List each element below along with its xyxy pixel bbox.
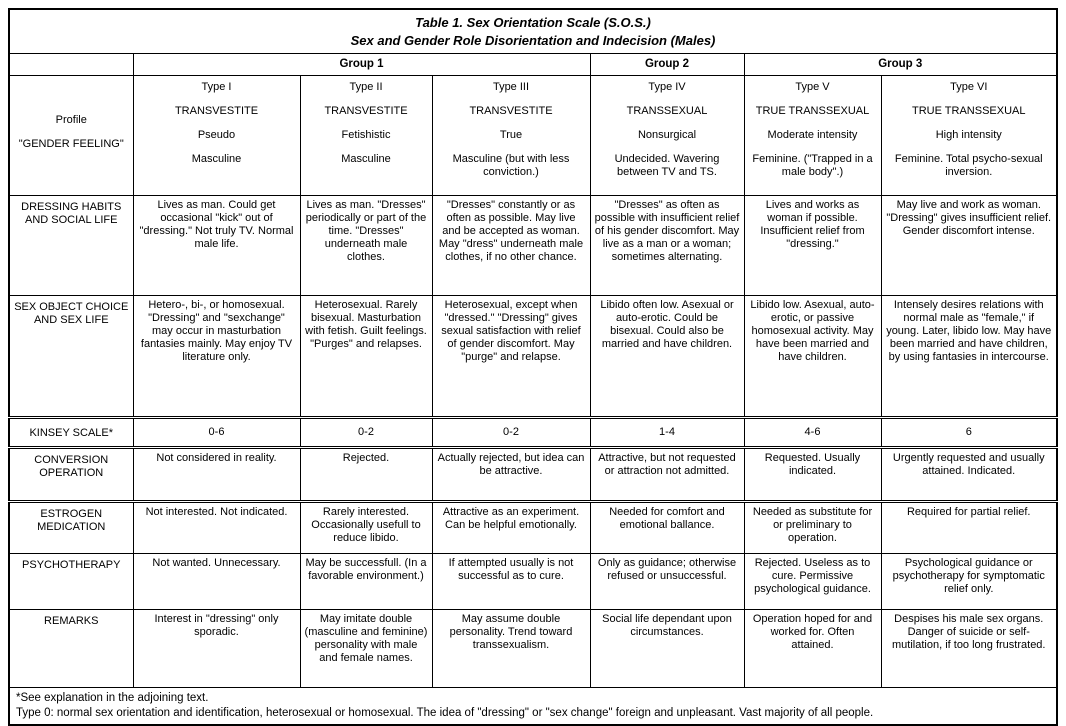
row-header: REMARKS (9, 610, 133, 688)
table-row (9, 418, 1057, 448)
table-row (9, 502, 1057, 554)
sos-table (8, 8, 1058, 726)
table-cell: Rejected. (300, 448, 432, 502)
table-cell: Actually rejected, but idea can be attractive. (432, 448, 590, 502)
footnote-type0: Type 0: normal sex orientation and identification, heterosexual or homosexual. The idea of "dressing" or "sex change" foreign and unpleasant. Vast majority of all people. (16, 706, 874, 719)
table-cell: Not considered in reality. (133, 448, 300, 502)
table-cell: Urgently requested and usually attained. Indicated. (881, 448, 1057, 502)
table-cell: Attractive, but not requested or attraction not admitted. (590, 448, 744, 502)
profile-line: Undecided. Wavering between TV and TS. (614, 153, 720, 178)
table-cell: 1-4 (590, 418, 744, 448)
table-cell: May live and work as woman. "Dressing" gives insufficient relief. Gender discomfort intense. (881, 196, 1057, 296)
profile-line: High intensity (935, 129, 1002, 142)
row-header: SEX OBJECT CHOICE AND SEX LIFE (9, 296, 133, 418)
footnote-cell (9, 688, 1057, 726)
profile-line: Moderate intensity (767, 129, 858, 142)
type-header: Type VI (950, 81, 988, 94)
table-cell: Libido often low. Asexual or auto-erotic. Could be bisexual. Could also be married and have children. (590, 296, 744, 418)
table-cell: Heterosexual, except when "dressed." "Dressing" gives sexual satisfaction with relief of gender discomfort. May "purge" and relapse. (432, 296, 590, 418)
profile-line: Fetishistic (341, 129, 391, 142)
profile-cell (300, 76, 432, 196)
table-cell: Lives as man. "Dresses" periodically or part of the time. "Dresses" underneath male clothes. (300, 196, 432, 296)
table-row (9, 296, 1057, 418)
table-cell: May imitate double (masculine and feminine) personality with male and female names. (300, 610, 432, 688)
profile-line: Masculine (but with less conviction.) (452, 153, 570, 178)
table-cell: Only as guidance; otherwise refused or unsuccessful. (590, 554, 744, 610)
table-cell: Heterosexual. Rarely bisexual. Masturbation with fetish. Guilt feelings. "Purges" and relapses. (300, 296, 432, 418)
profile-row (9, 76, 1057, 196)
table-row (9, 448, 1057, 502)
table-cell: "Dresses" as often as possible with insufficient relief of his gender discomfort. May live as a man or a woman; sometimes alternating. (590, 196, 744, 296)
table-cell: If attempted usually is not successful as to cure. (432, 554, 590, 610)
row-header-profile (9, 76, 133, 196)
profile-line: True (499, 129, 523, 142)
title-row (9, 9, 1057, 54)
table-cell: Lives and works as woman if possible. Insufficient relief from "dressing." (744, 196, 881, 296)
table-cell: Lives as man. Could get occasional "kick" out of "dressing." Not truly TV. Normal male life. (133, 196, 300, 296)
table-subtitle: Sex and Gender Role Disorientation and Indecision (Males) (350, 32, 716, 48)
table-cell: 0-6 (133, 418, 300, 448)
table-row (9, 554, 1057, 610)
table-cell: Not wanted. Unnecessary. (133, 554, 300, 610)
table-body (9, 76, 1057, 688)
table-cell: Needed as substitute for or preliminary to operation. (744, 502, 881, 554)
table-cell: 0-2 (432, 418, 590, 448)
table-cell: Not interested. Not indicated. (133, 502, 300, 554)
table-cell: Libido low. Asexual, auto-erotic, or passive homosexual activity. May have been married and have children. (744, 296, 881, 418)
type-header: Type V (795, 81, 830, 94)
profile-cell (590, 76, 744, 196)
table-cell: Intensely desires relations with normal male as "female," if young. Later, libido low. May have been married and have children, by using fantasies in intercourse. (881, 296, 1057, 418)
table-cell: Social life dependant upon circumstances. (590, 610, 744, 688)
title-cell (9, 9, 1057, 54)
table-row (9, 196, 1057, 296)
row-header-line: Profile (55, 114, 87, 127)
type-header: Type I (201, 81, 232, 94)
profile-line: Masculine (191, 153, 242, 165)
table-cell: Interest in "dressing" only sporadic. (133, 610, 300, 688)
corner-cell (9, 54, 133, 76)
table-cell: "Dresses" constantly or as often as possible. May live and be accepted as woman. May "dress" underneath male clothes, if no other chance. (432, 196, 590, 296)
table-cell: May be successfull. (In a favorable environment.) (300, 554, 432, 610)
table-cell: Rarely interested. Occasionally usefull to reduce libido. (300, 502, 432, 554)
profile-cell (881, 76, 1057, 196)
table-cell: 6 (881, 418, 1057, 448)
table-cell: Despises his male sex organs. Danger of suicide or self-mutilation, if too long frustrated. (881, 610, 1057, 688)
profile-cell (432, 76, 590, 196)
profile-cell (133, 76, 300, 196)
profile-line: TRUE TRANSSEXUAL (912, 105, 1026, 118)
row-header: KINSEY SCALE* (9, 418, 133, 448)
table-cell: Hetero-, bi-, or homosexual. "Dressing" and "sexchange" may occur in masturbation fantasies mainly. May enjoy TV literature only. (133, 296, 300, 418)
table-cell: Psychological guidance or psychotherapy for symptomatic relief only. (881, 554, 1057, 610)
profile-line: Masculine (341, 153, 391, 165)
group-header-2: Group 2 (590, 54, 744, 76)
profile-line: Nonsurgical (637, 129, 697, 142)
type-header: Type IV (648, 81, 686, 94)
footnote-row (9, 688, 1057, 726)
profile-cell (744, 76, 881, 196)
profile-line: TRANSVESTITE (469, 105, 553, 118)
table-cell: 4-6 (744, 418, 881, 448)
profile-line: TRANSVESTITE (324, 105, 408, 118)
row-header: PSYCHOTHERAPY (9, 554, 133, 610)
profile-line: TRANSVESTITE (174, 105, 259, 118)
profile-line: TRANSSEXUAL (626, 105, 708, 118)
row-header: CONVERSION OPERATION (9, 448, 133, 502)
table-cell: May assume double personality. Trend toward transsexualism. (432, 610, 590, 688)
table-cell: Needed for comfort and emotional ballance. (590, 502, 744, 554)
footnote-asterisk: *See explanation in the adjoining text. (16, 692, 209, 705)
group-header-row (9, 54, 1057, 76)
table-row (9, 610, 1057, 688)
type-header: Type III (492, 81, 530, 94)
profile-line: TRUE TRANSSEXUAL (755, 105, 870, 118)
table-cell: Rejected. Useless as to cure. Permissive psychological guidance. (744, 554, 881, 610)
group-header-3: Group 3 (744, 54, 1057, 76)
table-cell: Attractive as an experiment. Can be helpful emotionally. (432, 502, 590, 554)
group-header-1: Group 1 (133, 54, 590, 76)
table-cell: Requested. Usually indicated. (744, 448, 881, 502)
table-cell: 0-2 (300, 418, 432, 448)
row-header: ESTROGEN MEDICATION (9, 502, 133, 554)
profile-line: Feminine. Total psycho-sexual inversion. (894, 153, 1043, 178)
profile-line: Feminine. ("Trapped in a male body".) (752, 153, 873, 178)
table-cell: Required for partial relief. (881, 502, 1057, 554)
row-header-line: "GENDER FEELING" (18, 138, 124, 151)
table-title: Table 1. Sex Orientation Scale (S.O.S.) (415, 15, 651, 30)
profile-line: Pseudo (197, 129, 236, 142)
row-header: DRESSING HABITS AND SOCIAL LIFE (9, 196, 133, 296)
table-cell: Operation hoped for and worked for. Often attained. (744, 610, 881, 688)
type-header: Type II (349, 81, 383, 94)
